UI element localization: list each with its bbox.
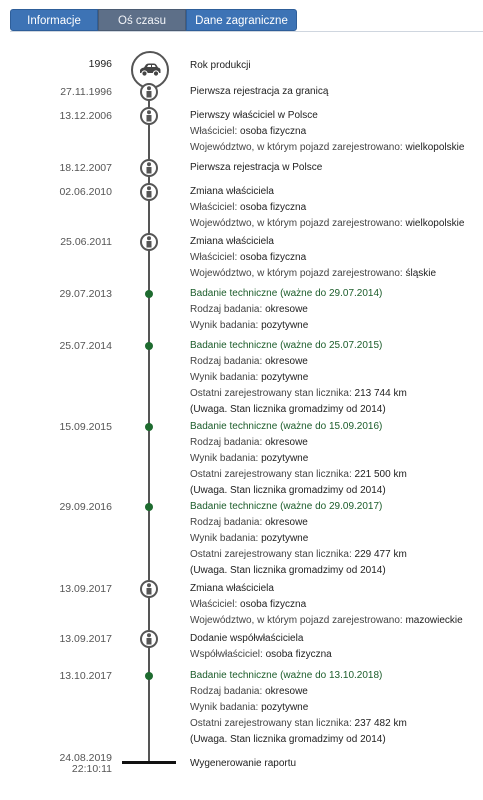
timeline-event: Zmiana właściciela Właściciel: osoba fizyczna Województwo, w którym pojazd zarejestrowano: wielkopolskie <box>190 184 480 232</box>
event-title: Badanie techniczne (ważne do 29.07.2014) <box>190 288 383 299</box>
green-dot-icon <box>145 290 153 298</box>
report-time: 22:10:11 <box>71 763 112 775</box>
event-title: Pierwszy właściciel w Polsce <box>190 110 318 121</box>
event-date: 29.07.2013 <box>59 288 112 300</box>
green-dot-icon <box>145 342 153 350</box>
event-date: 13.09.2017 <box>59 583 112 595</box>
timeline-event: Pierwszy właściciel w Polsce Właściciel: osoba fizyczna Województwo, w którym pojazd zarejestrowano: wielkopolskie <box>190 108 480 156</box>
timeline-event: Badanie techniczne (ważne do 25.07.2015) Rodzaj badania: okresowe Wynik badania: pozytywne Ostatni zarejestrowany stan licznika: 213 744 km (Uwaga. Stan licznika gromadzimy od 2014) <box>190 338 480 418</box>
timeline-event: Dodanie współwłaściciela Współwłaściciel: osoba fizyczna <box>190 631 480 663</box>
event-title: Pierwsza rejestracja za granicą <box>190 86 329 97</box>
event-title: Badanie techniczne (ważne do 29.09.2017) <box>190 501 383 512</box>
event-title: Pierwsza rejestracja w Polsce <box>190 162 323 173</box>
tab-underline <box>10 31 483 32</box>
event-title: Badanie techniczne (ważne do 15.09.2016) <box>190 421 383 432</box>
event-title: Badanie techniczne (ważne do 25.07.2015) <box>190 340 383 351</box>
event-date: 25.06.2011 <box>60 236 112 248</box>
event-date: 13.12.2006 <box>59 110 112 122</box>
event-date: 15.09.2015 <box>59 421 112 433</box>
report-timestamp <box>0 753 112 775</box>
timeline-end-bar <box>122 761 176 764</box>
green-dot-icon <box>145 672 153 680</box>
event-date: 13.09.2017 <box>59 633 112 645</box>
event-date: 13.10.2017 <box>59 670 112 682</box>
event-date: 02.06.2010 <box>59 186 112 198</box>
event-date: 25.07.2014 <box>59 340 112 352</box>
event-title: Zmiana właściciela <box>190 583 274 594</box>
timeline-event <box>190 160 480 176</box>
tab-os-czasu[interactable]: Oś czasu <box>98 9 186 31</box>
person-icon <box>140 233 158 251</box>
person-icon <box>140 83 158 101</box>
timeline-event: Badanie techniczne (ważne do 13.10.2018) Rodzaj badania: okresowe Wynik badania: pozytywne Ostatni zarejestrowany stan licznika: 237 482 km (Uwaga. Stan licznika gromadzimy od 2014) <box>190 668 480 748</box>
event-date: 27.11.1996 <box>60 86 112 98</box>
event-title: Zmiana właściciela <box>190 186 274 197</box>
report-date: 24.08.2019 <box>59 752 112 764</box>
timeline-event: Badanie techniczne (ważne do 29.09.2017) Rodzaj badania: okresowe Wynik badania: pozytywne Ostatni zarejestrowany stan licznika: 229 477 km (Uwaga. Stan licznika gromadzimy od 2014) <box>190 499 480 579</box>
tab-dane-zagraniczne[interactable]: Dane zagraniczne <box>186 9 297 31</box>
person-icon <box>140 183 158 201</box>
event-title: Zmiana właściciela <box>190 236 274 247</box>
green-dot-icon <box>145 503 153 511</box>
tab-informacje[interactable]: Informacje <box>10 9 98 31</box>
timeline-event: Zmiana właściciela Właściciel: osoba fizyczna Województwo, w którym pojazd zarejestrowano: mazowieckie <box>190 581 480 629</box>
green-dot-icon <box>145 423 153 431</box>
event-title: Dodanie współwłaściciela <box>190 633 304 644</box>
timeline-event: Badanie techniczne (ważne do 29.07.2014) Rodzaj badania: okresowe Wynik badania: pozytywne <box>190 286 480 334</box>
person-icon <box>140 580 158 598</box>
timeline-event: Zmiana właściciela Właściciel: osoba fizyczna Województwo, w którym pojazd zarejestrowano: śląskie <box>190 234 480 282</box>
timeline-event: Badanie techniczne (ważne do 15.09.2016) Rodzaj badania: okresowe Wynik badania: pozytywne Ostatni zarejestrowany stan licznika: 221 500 km (Uwaga. Stan licznika gromadzimy od 2014) <box>190 419 480 499</box>
timeline-event <box>190 84 480 100</box>
event-title: Badanie techniczne (ważne do 13.10.2018) <box>190 670 383 681</box>
event-date: 29.09.2016 <box>59 501 112 513</box>
person-icon <box>140 107 158 125</box>
report-label: Wygenerowanie raportu <box>190 758 297 769</box>
tab-bar <box>10 9 297 31</box>
person-icon <box>140 159 158 177</box>
production-year: 1996 <box>88 58 112 70</box>
production-label: Rok produkcji <box>190 60 251 71</box>
person-icon <box>140 630 158 648</box>
event-date: 18.12.2007 <box>59 162 112 174</box>
